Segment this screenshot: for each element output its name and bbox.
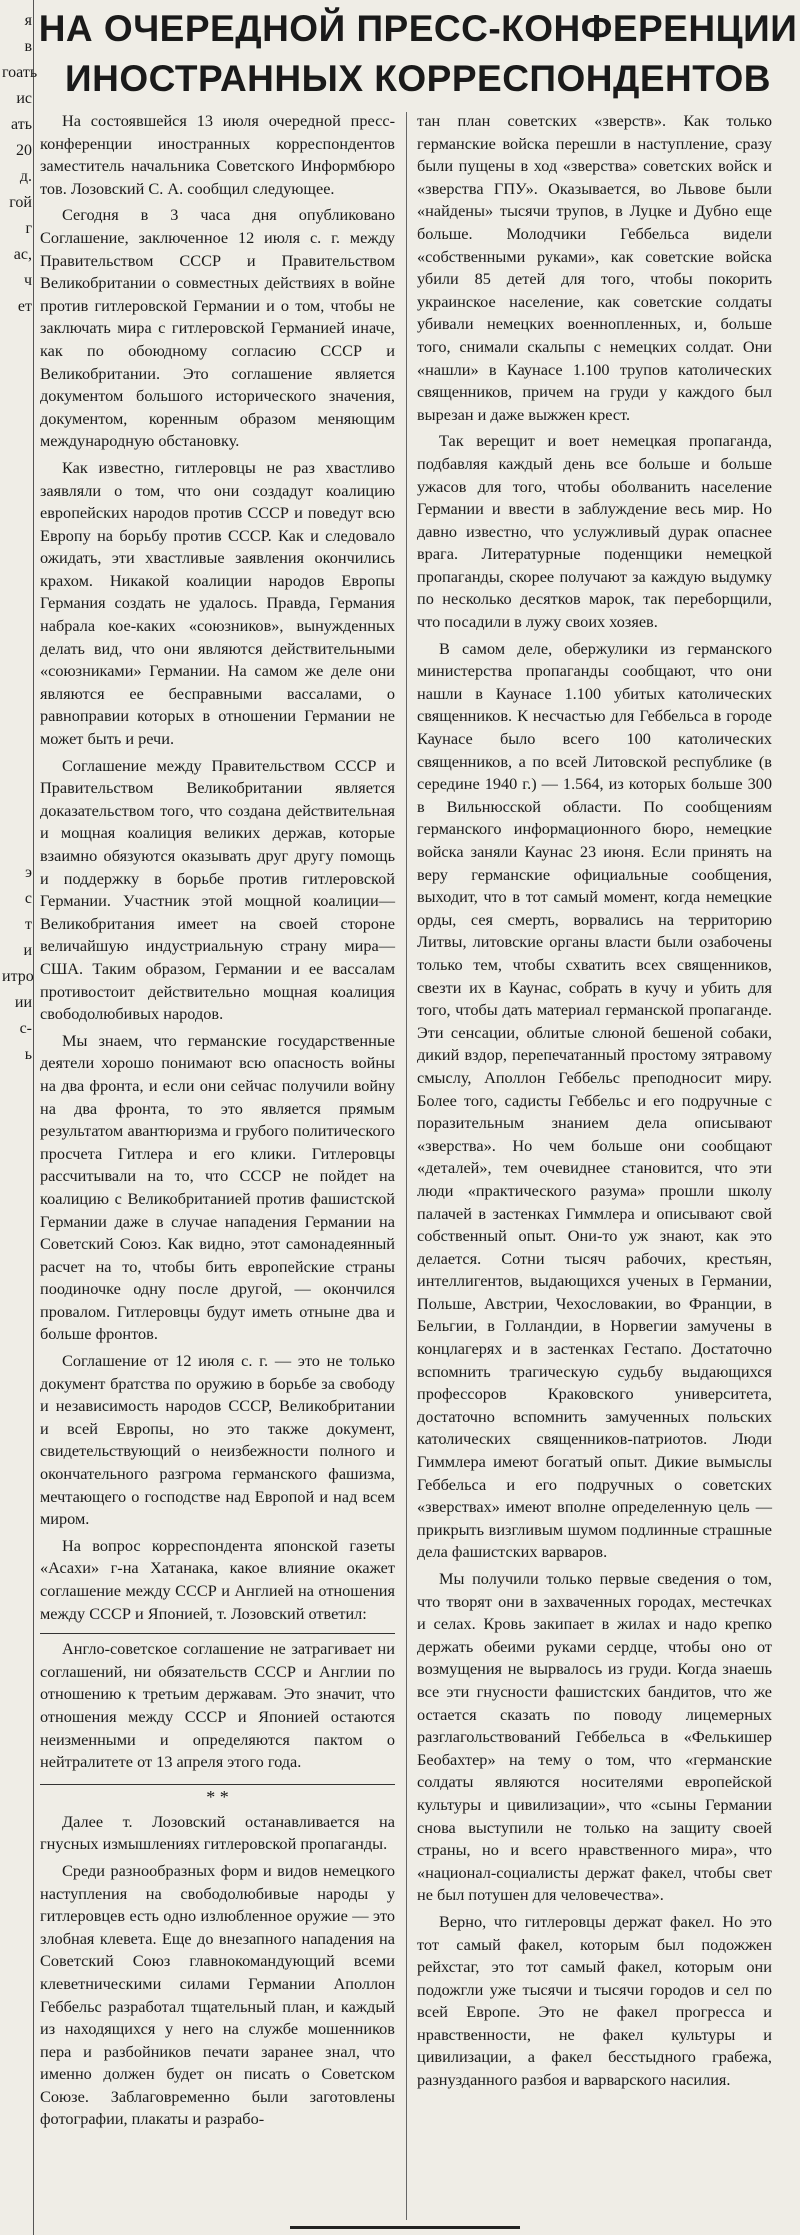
paragraph: Соглашение между Правительством СССР и Правительством Великобритании является доказательством того, что создана действительная и мощная коалиция великих держав, которые взаимно обязуются оказывать друг другу помощь и поддержку в борьбе против гитлеровской Германии. Участник этой мощной коалиции—Великобритания имеет на своей стороне величайшую индустриальную страну мира—США. Таким образом, Германии и ее вассалам противостоит действительно мощная коалиция свободолюбивых народов. (40, 755, 395, 1024)
left-text-column (40, 110, 395, 2225)
column-divider (406, 112, 407, 2220)
edge-fragment: т (25, 916, 32, 933)
paragraph: Так верещит и воет немецкая пропаганда, подбавляя каждый день все больше и больше ужасов для того, чтобы оболванить население Германии и ввести в заблуждение весь мир. Но давно известно, что услужливый дурак опаснее врага. Литературные поденщики немецкой пропаганды, скорее получают за каждую выдумку по несколько десятков марок, так переборщили, что посадили в лужу своих хозяев. (417, 431, 772, 632)
adjacent-column-edge (0, 0, 38, 2235)
headline-line-1: НА ОЧЕРЕДНОЙ ПРЕСС-КОНФЕРЕНЦИИ (38, 8, 798, 49)
edge-fragment: и (23, 942, 32, 959)
edge-fragment: гой (9, 194, 32, 211)
paragraph: Верно, что гитлеровцы держат факел. Но это тот самый факел, которым был подожжен рейхстаг, это тот самый факел, которым они подожгли уже тысячи и тысячи городов и сел по всей Европе. Это не факел прогресса и нравственности, не факел культуры и цивилизации, а факел бесстыдного грабежа, разнузданного разбоя и варварского насилия. (417, 1911, 772, 2090)
headline-line-2: ИНОСТРАННЫХ КОРРЕСПОНДЕНТОВ (65, 58, 771, 99)
edge-fragment: в (24, 38, 32, 55)
edge-fragment: ии (14, 994, 32, 1011)
edge-fragment: ет (17, 298, 32, 315)
edge-fragment: 20 (16, 142, 32, 159)
edge-fragment: ис (16, 90, 32, 107)
paragraph: На состоявшейся 13 июля очередной пресс-конференции иностранных корреспондентов заместитель начальника Советского Информбюро тов. Лозовский С. А. сообщил следующее. (40, 111, 395, 198)
edge-fragment: г (25, 220, 32, 237)
edge-fragment: ь (24, 1046, 32, 1063)
paragraph: На вопрос корреспондента японской газеты «Асахи» г-на Хатанака, какое влияние окажет соглашение между СССР и Англией на отношения между СССР и Японией, т. Лозовский ответил: (40, 1535, 395, 1623)
edge-fragment: д. (19, 168, 32, 185)
paragraph: Далее т. Лозовский останавливается на гнусных измышлениях гитлеровской пропаганды. (40, 1811, 395, 1854)
quoted-answer-block (40, 1633, 395, 1785)
edge-fragment: ать (11, 116, 32, 133)
section-separator: * * (206, 1786, 229, 1807)
paragraph: Соглашение от 12 июля с. г. — это не только документ братства по оружию в борьбе за свободу и независимость народов СССР, Великобритании и всей Европы, но это также документ, свидетельствующий о неизбежности полного и окончательного разгрома германского фашизма, мечтающего о господстве над Европой и над всем миром. (40, 1351, 395, 1529)
edge-fragment: я (24, 12, 32, 29)
edge-fragment: гоать (2, 64, 38, 81)
paragraph: Как известно, гитлеровцы не раз хвастливо заявляли о том, что они создадут коалицию европейских народов против СССР и поведут всю Европу на борьбу против СССР. Как и следовало ожидать, эти хвастливые заявления окончились крахом. Никакой коалиции народов Европы Германия создать не удалось. Правда, Германия набрала кое-каких «союзников», вынужденных делать вид, что они являются действительными «союзниками» Германии. На самом же деле они являются ее бесправными вассалами, о равноправии которых в отношении Германии не может быть и речи. (40, 457, 395, 749)
edge-fragment: ас, (13, 246, 32, 263)
paragraph: Среди разнообразных форм и видов немецкого наступления на свободолюбивые народы у гитлеровцев есть одно излюбленное оружие — это злобная клевета. Еще до внезапного нападения на Советский Союз главнокомандующий всеми клеветническими силами Германии Аполлон Геббельс разработал тщательный план, и каждый из находящихся у него на службе мошенников пера и разбойников печати заранее знал, что именно должен будет он писать о Советском Союзе. Заблаговременно были заготовлены фотографии, плакаты и разрабо- (40, 1860, 395, 2129)
paragraph: Мы получили только первые сведения о том, что творят они в захваченных городах, местечках и селах. Кровь закипает в жилах и надо крепко держать обеими руками сердце, чтобы оно от возмущения не вырвалось из груди. Когда знаешь все эти гнусности фашистских бандитов, что же остается сказать по поводу лицемерных разглагольствований Геббельса в «Фелькишер Беобахтер» на тему о том, что «германские солдаты являются носителями европейской культуры и цивилизации», что «сыны Германии снова выступили не только на защиту своей страны, но и всего нравственного мира», что «национал-социалисты держат факел, чтобы свет не был потушен для человечества». (417, 1569, 772, 1905)
edge-fragment: ч (23, 272, 32, 289)
edge-fragment: э (25, 864, 32, 881)
edge-fragment: с- (19, 1020, 32, 1037)
edge-fragment: итро (2, 968, 34, 985)
adjacent-column-fragments-top (2, 8, 38, 320)
quoted-answer: Англо-советское соглашение не затрагивает ни соглашений, ни обязательств СССР и Англии по отношению к третьим державам. Это значит, что отношения между СССР и Японией остаются неизменными и определяются пактом о нейтралитете от 13 апреля этого года. (40, 1639, 395, 1772)
paragraph-continued: тан план советских «зверств». Как только германские войска перешли в наступление, сразу были пущены в ход «зверства» советских войск и «зверства ГПУ». Оказывается, во Львове были «найдены» тысячи трупов, в Луцке и Дубно еще больше. Молодчики Геббельса видели «собственными руками», как советские войска убили 85 детей для того, чтобы покорить украинское население, как советские солдаты убивали немецких военнопленных, и, больше того, снимали скальпы с немецких солдат. Они «нашли» в Каунасе 1.100 трупов католических священников, причем на груди у каждого был вырезан и даже выжжен крест. (417, 111, 772, 424)
paragraph: Мы знаем, что германские государственные деятели хорошо понимают всю опасность войны на два фронта, и если они сейчас получили войну на два фронта, то это является прямым результатом авантюризма и грубого политического просчета Гитлера и его клики. Гитлеровцы рассчитывали на то, что СССР не пойдет на коалицию с Великобританией против фашистской Германии даже в случае нападения Германии на Советский Союз. Как видно, этот самонадеянный расчет на то, чтобы бить европейские страны поодиночке одну после другой, — окончился провалом. Гитлеровцы будут иметь отныне два и больше фронтов. (40, 1030, 395, 1344)
bottom-rule (290, 2226, 520, 2229)
paragraph: В самом деле, обержулики из германского министерства пропаганды сообщают, что они нашли в Каунасе 1.100 убитых католических священников. К несчастью для Геббельса в городе Каунасе было всего 100 католических священников, а по всей Литовской республике (в середине 1940 г.) — 1.564, из которых больше 300 в Вильнюсской области. По сообщениям германского информационного бюро, немецкие войска заняли Каунас 23 июня. Если принять на веру германские официальные сообщения, выходит, что в тот самый момент, когда немецкие орды, сея смерть, ворвались на территорию Литвы, литовские органы власти были озабочены только тем, чтобы схватить всех священников, свезти их в Каунас, собрать в кучу и убить для того, чтобы дать материал германской пропаганде. Эти сенсации, облитые слюной бешеной собаки, дикий вздор, перепечатанный простому зятравому смыслу, Аполлон Геббельс преподносит миру. Более того, садисты Геббельс и его подручные с поразительным знанием дела описывают «зверства». Но чем больше они сообщают «деталей», тем очевиднее становится, что эти люди «практического разума» прошли школу палачей в застенках Гиммлера и описывают свой собственный опыт. Они-то уж знают, как это делается. Сотни тысяч рабочих, крестьян, интеллигентов, выдающихся ученых в Германии, Польше, Австрии, Чехословакии, во Франции, в Бельгии, в Голландии, в Норвегии замучены в концлагерях и в застенках Гестапо. Достаточно вспомнить трагическую судьбу выдающихся профессоров Краковского университета, достаточно вспомнить замученных польских католических священников-патриотов. Люди Гиммлера имеют богатый опыт. Дикие вымыслы Геббельса и его подручных о советских «зверствах» имеют вполне определенную цель — прикрыть визгливым шумом подлинные страшные дела фашистских варваров. (417, 638, 772, 1562)
edge-fragment: с (24, 890, 32, 907)
right-text-column (417, 110, 772, 2225)
paragraph: Сегодня в 3 часа дня опубликовано Соглашение, заключенное 12 июля с. г. между Правительством СССР и Правительством Великобритании о совместных действиях в войне против гитлеровской Германии и о том, чтобы не заключать мира с гитлеровской Германией иначе, как по обоюдному согласию СССР и Великобритании. Это соглашение является документом большого исторического значения, документом, коренным образом меняющим международную обстановку. (40, 205, 395, 451)
article-headline (38, 4, 798, 104)
adjacent-column-fragments-middle (2, 860, 32, 1068)
